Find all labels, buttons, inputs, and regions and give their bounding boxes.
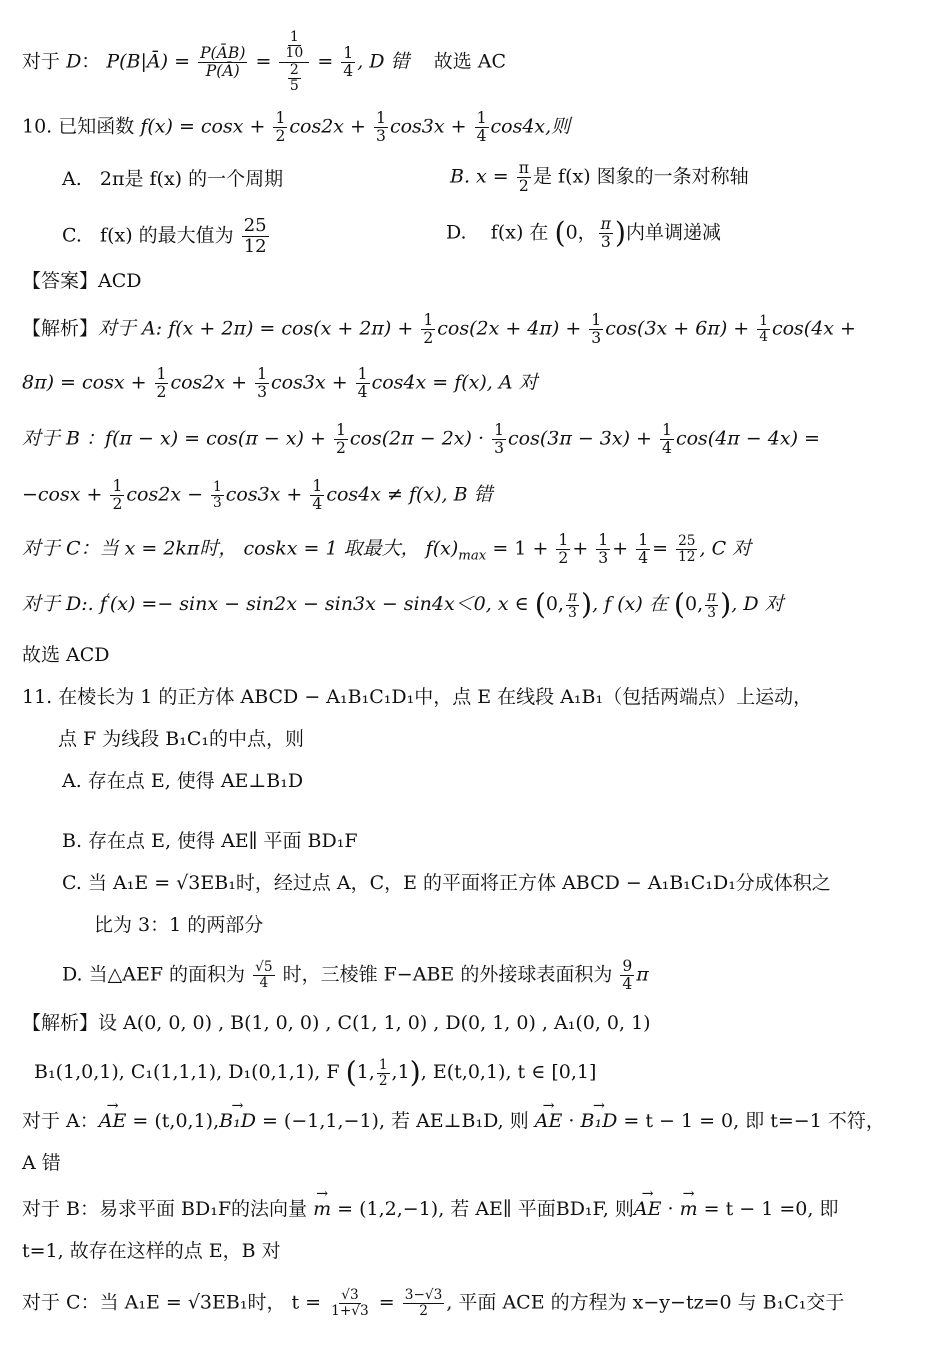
q11-analysis-b-2: t=1, 故存在这样的点 E，B 对 bbox=[22, 1240, 281, 1262]
q11-option-a: A. 存在点 E, 使得 AE⊥B₁D bbox=[62, 770, 304, 792]
q11-analysis-setup-2: B₁(1,0,1), C₁(1,1,1), D₁(0,1,1), F (1, $\frac{1}{2}$ ,1), E(t,0,1), t ∈ [0,1] bbox=[34, 1056, 597, 1089]
q11-analysis-setup-1: 【解析】设 A(0, 0, 0) , B(1, 0, 0) , C(1, 1, 0) , D(0, 1, 0) , A₁(0, 0, 1) bbox=[22, 1012, 651, 1034]
q10-analysis-c: 对于 C：当 x = 2kπ时， coskx = 1 取最大， $f(x)_{max} = 1$ + $\frac{1}{2}$ + $\frac{1}{3}$ + $\frac{1}{4}$ = $\frac{25}{12}$ , C 对 bbox=[22, 531, 752, 568]
q11-analysis-c: 对于 C：当 A₁E = √3EB₁时， t = $\frac{√3}{1+√3}$ = $\frac{3-√3}{2}$ , 平面 ACE 的方程为 x−y−tz=0 与 B₁C₁交于 bbox=[22, 1287, 845, 1320]
q10-analysis-d: 对于 D:. f′(x) =− sinx − sin2x − sin3x − sin4x＜0, x ∈ (0, $\frac{\pi}{3}$ ), f (x) 在 (0, $\frac{\pi}{3}$ ), D 对 bbox=[22, 588, 784, 621]
q11-option-b: B. 存在点 E, 使得 AE∥ 平面 BD₁F bbox=[62, 830, 358, 852]
q11-analysis-a-2: A 错 bbox=[22, 1152, 61, 1174]
q11-option-d: D. 当△AEF 的面积为 $\frac{√5}{4}$ 时，三棱锥 F−ABE 的外接球表面积为 $\frac{9}{4}$ π bbox=[62, 957, 649, 994]
q11-analysis-a: 对于 A：→ AE = (t,0,1),→ B₁D = (−1,1,−1), 若 AE⊥B₁D, 则 → AE · → B₁D = t − 1 = 0, 即 t=−1 不符， bbox=[22, 1110, 885, 1133]
q9-d-line: 对于 D： P(B|Ā) = $\frac{P(ĀB)}{P(Ā)}$ = $\frac{\frac{1}{10}}{\frac{2}{5}}$ = $\frac{1}{4}$ , D 错 故选 AC bbox=[22, 29, 507, 95]
q11-stem-1: 11. 在棱长为 1 的正方体 ABCD − A₁B₁C₁D₁中，点 E 在线段 A₁B₁（包括两端点）上运动， bbox=[22, 686, 813, 708]
q10-stem: 10. 已知函数 f(x) = cosx + $\frac{1}{2}$ cos2x + $\frac{1}{3}$ cos3x + $\frac{1}{4}$ cos4x,则 bbox=[22, 109, 571, 146]
q10-analysis-b1: 对于 B ：f(π − x) = cos(π − x) + $\frac{1}{2}$ cos(2π − 2x) · $\frac{1}{3}$ cos(3π − 3x) + $\frac{1}{4}$ cos(4π − 4x) = bbox=[22, 421, 820, 458]
q11-analysis-b: 对于 B：易求平面 BD₁F的法向量 → m = (1,2,−1), 若 AE∥ 平面BD₁F, 则→ AE · → m = t − 1 =0, 即 bbox=[22, 1198, 838, 1221]
q10-option-b: B. x = $\frac{\pi}{2}$ 是 f(x) 图象的一条对称轴 bbox=[450, 159, 749, 196]
fraction: $\frac{\frac{1}{10}}{\frac{2}{5}}$ bbox=[279, 30, 309, 95]
q10-conclusion: 故选 ACD bbox=[22, 644, 110, 666]
q11-option-c-1: C. 当 A₁E = √3EB₁时，经过点 A，C，E 的平面将正方体 ABCD − A₁B₁C₁D₁分成体积之 bbox=[62, 872, 831, 894]
q11-option-c-2: 比为 3：1 的两部分 bbox=[94, 914, 264, 936]
q11-stem-2: 点 F 为线段 B₁C₁的中点，则 bbox=[58, 728, 305, 750]
q10-analysis-a1: 【解析】对于 A: f(x + 2π) = cos(x + 2π) + $\frac{1}{2}$ cos(2x + 4π) + $\frac{1}{3}$ cos(3x + 6π) + $\frac{1}{4}$ cos(4x + bbox=[22, 311, 856, 348]
q10-option-a: A. 2π是 f(x) 的一个周期 bbox=[62, 168, 284, 190]
q10-analysis-a2: 8π) = cosx + $\frac{1}{2}$ cos2x + $\frac{1}{3}$ cos3x + $\frac{1}{4}$ cos4x = f(x), A 对 bbox=[22, 365, 538, 402]
q10-answer: 【答案】ACD bbox=[22, 270, 142, 292]
q10-option-c: C. f(x) 的最大值为 $\frac{25}{12}$ bbox=[62, 215, 267, 257]
q10-option-d: D. f(x) 在 (0， $\frac{\pi}{3}$ )内单调递减 bbox=[446, 215, 722, 252]
fraction: $\frac{P(ĀB)}{P(Ā)}$ bbox=[200, 43, 246, 80]
q10-analysis-b2: −cosx + $\frac{1}{2}$ cos2x − $\frac{1}{3}$ cos3x + $\frac{1}{4}$ cos4x ≠ f(x), B 错 bbox=[22, 477, 493, 514]
